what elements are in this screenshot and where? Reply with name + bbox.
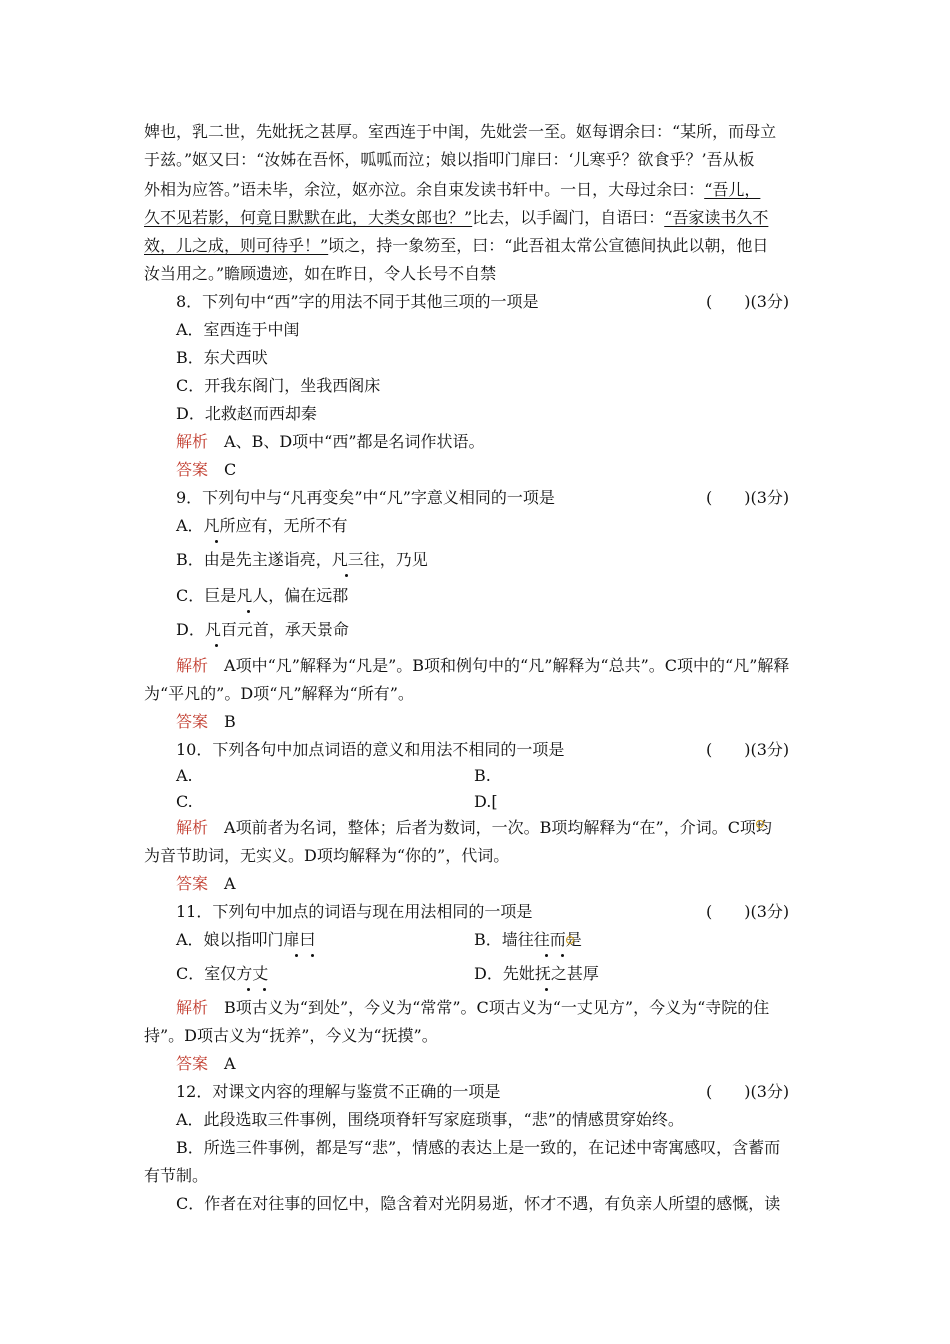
analysis-label: 解析: [176, 998, 209, 1017]
option-b-cont: 有节制。: [144, 1166, 209, 1185]
emphasis-dot: [240, 590, 256, 606]
question-11-score: ( )(3分): [706, 902, 790, 921]
option-d: D．凡百元首，承天景命: [176, 620, 349, 639]
analysis-text: A、B、D项中“西”都是名词作状语。: [208, 432, 485, 451]
answer: [176, 874, 236, 894]
answer: [176, 1054, 236, 1074]
passage-text: 顷之，持一象笏至，曰：“此吾祖太常公宣德间执此以朝，他日: [328, 236, 769, 255]
analysis: [176, 998, 769, 1018]
passage-line: [144, 180, 760, 200]
option-b: B．墙往往而是: [474, 930, 582, 949]
answer-text: A: [208, 1054, 236, 1073]
option-c: C．作者在对往事的回忆中，隐含着对光阴易逝，怀才不遇，有负亲人所望的感慨，读: [176, 1194, 781, 1213]
option-a: A．此段选取三件事例，围绕项脊轩写家庭琐事，“悲”的情感贯穿始终。: [176, 1110, 684, 1129]
option-b: B．由是先主遂诣亮，凡三往，乃见: [176, 550, 428, 569]
option-a: A．室西连于中闺: [176, 320, 300, 339]
option-b: B.: [474, 766, 491, 785]
answer: [176, 712, 236, 732]
analysis-text: A项中“凡”解释为“凡是”。B项和例句中的“凡”解释为“总共”。C项中的“凡”解释: [208, 656, 790, 675]
question-8-score: ( )(3分): [706, 292, 790, 311]
answer-label: 答案: [176, 712, 209, 731]
stray-mark-icon: [566, 936, 574, 944]
stray-mark-icon: [756, 820, 764, 828]
question-12-score: ( )(3分): [706, 1082, 790, 1101]
analysis-label: 解析: [176, 656, 209, 675]
option-c: C．开我东阁门，坐我西阁床: [176, 376, 381, 395]
underlined-quote: “吾儿，: [704, 180, 761, 199]
analysis-label: 解析: [176, 432, 209, 451]
underlined-quote: 久不见若影，何竟日默默在此，大类女郎也？”: [144, 208, 473, 227]
answer-label: 答案: [176, 874, 209, 893]
question-9-score: ( )(3分): [706, 488, 790, 507]
analysis-cont: 为“平凡的”。D项“凡”解释为“所有”。: [144, 684, 414, 703]
underlined-quote: 效，儿之成，则可待乎！”: [144, 236, 329, 255]
answer-label: 答案: [176, 1054, 209, 1073]
analysis-text: A项前者为名词，整体；后者为数词，一次。B项均解释为“在”，介词。C项均: [208, 818, 772, 837]
emphasis-dot: [208, 520, 224, 536]
analysis-label: 解析: [176, 818, 209, 837]
passage-line: 汝当用之。”瞻顾遗迹，如在昨日，令人长号不自禁: [144, 264, 497, 283]
analysis: [176, 432, 485, 452]
option-b: B．所选三件事例，都是写“悲”，情感的表达上是一致的，在记述中寄寓感叹，含蓄而: [176, 1138, 781, 1157]
question-12-stem: 12．对课文内容的理解与鉴赏不正确的一项是: [176, 1082, 501, 1101]
emphasis-dot: [208, 624, 224, 640]
emphasis-dot: [538, 968, 554, 984]
underlined-quote: “吾家读书久不: [664, 208, 769, 227]
option-a: A．凡所应有，无所不有: [176, 516, 348, 535]
emphasis-dot: [256, 968, 272, 984]
question-9-stem: 9．下列句中与“凡再变矣”中“凡”字意义相同的一项是: [176, 488, 555, 507]
analysis: [176, 656, 789, 676]
option-d: D.[: [474, 792, 498, 811]
option-b: B．东犬西吠: [176, 348, 268, 367]
passage-text: 外相为应答。”语未毕，余泣，妪亦泣。余自束发读书轩中。一日，大母过余曰：: [144, 180, 705, 199]
emphasis-dot: [288, 934, 304, 950]
passage-line: 婢也，乳二世，先妣抚之甚厚。室西连于中闺，先妣尝一至。妪每谓余曰：“某所，而母立: [144, 122, 777, 141]
analysis: [176, 818, 772, 838]
answer: [176, 460, 236, 480]
answer-text: C: [208, 460, 237, 479]
analysis-text: B项古义为“到处”，今义为“常常”。C项古义为“一丈见方”，今义为“寺院的住: [208, 998, 770, 1017]
question-10-stem: 10．下列各句中加点词语的意义和用法不相同的一项是: [176, 740, 565, 759]
passage-text: 比去，以手阖门，自语曰：: [472, 208, 665, 227]
option-c: C.: [176, 792, 193, 811]
emphasis-dot: [304, 934, 320, 950]
option-c: C．室仅方丈: [176, 964, 269, 983]
emphasis-dot: [240, 968, 256, 984]
option-a: A.: [176, 766, 193, 785]
option-d: D．北救赵而西却秦: [176, 404, 317, 423]
answer-label: 答案: [176, 460, 209, 479]
emphasis-dot: [338, 554, 354, 570]
question-8-stem: 8．下列句中“西”字的用法不同于其他三项的一项是: [176, 292, 539, 311]
option-d: D．先妣抚之甚厚: [474, 964, 599, 983]
passage-line: 于兹。”妪又曰：“汝姊在吾怀，呱呱而泣；娘以指叩门扉曰：‘儿寒乎？欲食乎？’吾从板: [144, 150, 755, 169]
option-a: A．娘以指叩门扉曰: [176, 930, 316, 949]
passage-line: [144, 236, 768, 256]
analysis-cont: 持”。D项古义为“抚养”，今义为“抚摸”。: [144, 1026, 438, 1045]
question-10-score: ( )(3分): [706, 740, 790, 759]
emphasis-dot: [538, 934, 554, 950]
option-c: C．巨是凡人，偏在远郡: [176, 586, 349, 605]
analysis-cont: 为音节助词，无实义。D项均解释为“你的”，代词。: [144, 846, 510, 865]
answer-text: B: [208, 712, 236, 731]
passage-line: [144, 208, 768, 228]
question-11-stem: 11．下列句中加点的词语与现在用法相同的一项是: [176, 902, 533, 921]
answer-text: A: [208, 874, 236, 893]
